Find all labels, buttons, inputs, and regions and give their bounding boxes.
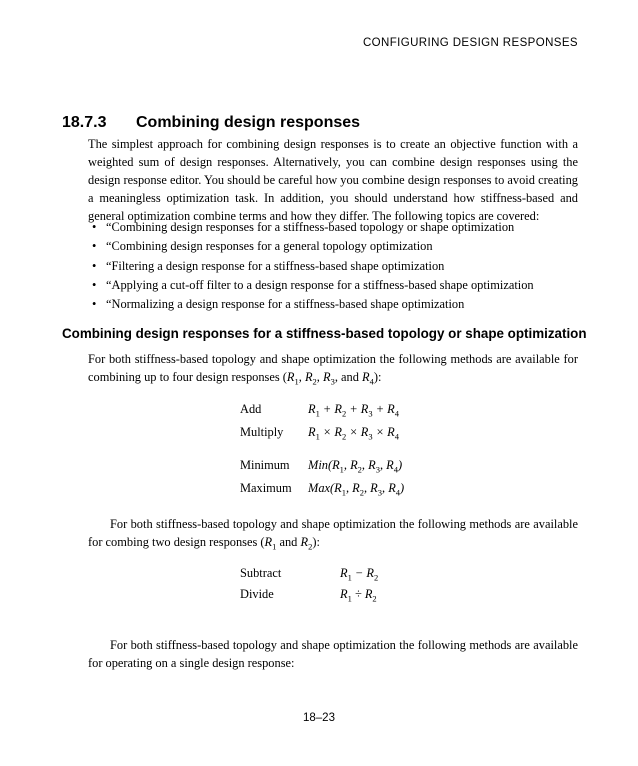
bullet-icon: • — [92, 297, 97, 312]
paragraph-four-responses: For both stiffness-based topology and shape optimization the following methods are available for combining up to four design responses ($R_1$, $R_2$, $R_3$, and $R_4$): — [88, 352, 578, 387]
method-name: Maximum — [240, 481, 292, 495]
running-header: CONFIGURING DESIGN RESPONSES — [362, 37, 578, 49]
response-symbol: $R_2$ — [304, 370, 317, 387]
method-expression: $R_1 \div R_2$ — [340, 587, 377, 604]
section-number: 18.7.3 — [62, 114, 107, 131]
intro-paragraph: The simplest approach for combining design responses is to create an objective function with a weighted sum of design responses. Alternatively, you can combine design responses using the design response editor. You should be careful how you combine design responses to avoid creating a meaningless optimization task. In addition, you should understand how stiffness-based and general optimization combine terms and how they differ. The following topics are covered: — [88, 137, 578, 223]
topic-list — [92, 218, 534, 314]
method-expression: $Max(R_1$, $R_2$, $R_3$, $R_4$) — [308, 481, 405, 498]
method-name: Add — [240, 402, 262, 416]
paragraph-end: ): — [312, 535, 320, 549]
paragraph-single-response: For both stiffness-based topology and shape optimization the following methods are available for operating on a single design response: — [88, 638, 578, 670]
paragraph-text: For both stiffness-based topology and shape optimization the following methods are available for combining up to four design responses ( — [88, 352, 578, 384]
list-item-label: “Applying a cut-off filter to a design response for a stiffness-based shape optimization — [106, 277, 534, 292]
method-name: Multiply — [240, 425, 284, 439]
conjunction: and — [279, 535, 298, 549]
list-item[interactable] — [92, 237, 534, 256]
list-item[interactable] — [92, 276, 534, 295]
section-heading — [62, 114, 360, 132]
response-symbol: $R_2$ — [300, 535, 313, 552]
page-number: 18–23 — [303, 712, 335, 724]
method-expression: $R_1 + R_2 + R_3 + R_4$ — [308, 402, 399, 419]
bullet-icon: • — [92, 277, 97, 292]
list-item-label: “Combining design responses for a general topology optimization — [106, 239, 433, 254]
bullet-icon: • — [92, 258, 97, 273]
method-name: Subtract — [240, 566, 282, 580]
bullet-icon: • — [92, 220, 97, 234]
bullet-icon: • — [92, 239, 97, 254]
paragraph-text: For both stiffness-based topology and shape optimization the following methods are available for combing two design responses ( — [88, 517, 578, 549]
paragraph-two-responses — [88, 515, 578, 555]
list-item-label: “Combining design responses for a stiffness-based topology or shape optimization — [106, 220, 515, 234]
list-item[interactable] — [92, 295, 534, 314]
section-title: Combining design responses — [136, 114, 361, 131]
method-name: Minimum — [240, 458, 290, 472]
list-item-label: “Normalizing a design response for a stiffness-based shape optimization — [106, 297, 465, 312]
response-symbol: $R_1$ — [286, 370, 299, 387]
response-symbol: $R_4$ — [362, 370, 374, 387]
response-symbol: $R_3$ — [322, 370, 335, 387]
subsection-heading: Combining design responses for a stiffness-based topology or shape optimization — [62, 326, 587, 341]
list-item-label: “Filtering a design response for a stiffness-based shape optimization — [106, 258, 445, 273]
list-item[interactable] — [92, 257, 534, 276]
conjunction: and — [341, 370, 359, 384]
paragraph-end: ): — [373, 370, 382, 384]
method-name: Divide — [240, 587, 274, 601]
two-response-methods-table — [240, 566, 440, 616]
method-expression: $Min(R_1$, $R_2$, $R_3$, $R_4$) — [308, 458, 403, 475]
method-expression: $R_1 \times R_2 \times R_3 \times R_4$ — [308, 425, 399, 442]
response-symbol: $R_1$ — [264, 535, 277, 552]
four-response-methods-table — [240, 402, 460, 502]
list-item[interactable] — [92, 218, 534, 237]
method-expression: $R_1 - R_2$ — [340, 566, 379, 583]
